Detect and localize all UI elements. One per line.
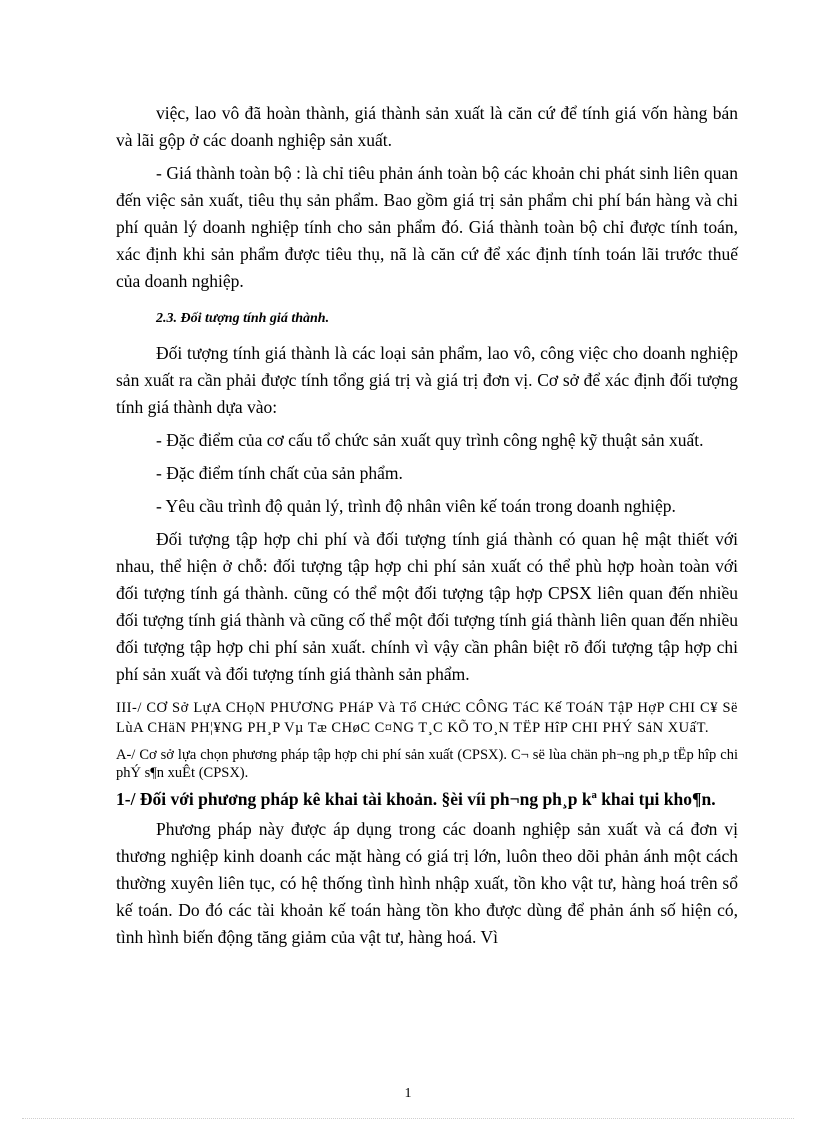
paragraph-continuation: việc, lao vô đã hoàn thành, giá thành sản xuất là căn cứ để tính giá vốn hàng bán và lãi gộp ở các doanh nghiệp sản xuất. bbox=[116, 103, 738, 150]
subheading-2-3: 2.3. Đối tượng tính giá thành. bbox=[156, 311, 330, 326]
section-heading-a: A-/ Cơ sở lựa chọn phương pháp tập hợp chi phí sản xuất (CPSX). C¬ së lùa chän ph¬ng ph¸p tËp hîp chi phÝ s¶n xuÊt (CPSX). bbox=[116, 747, 738, 781]
section-heading-iii: III-/ CƠ Sở LựA CHọN PHƯƠNG PHáP Và Tổ CHứC CÔNG TáC Kế TOáN TậP HợP CHI C¥ Së LùA CHäN PH¦¥NG PH¸P Vµ Tæ CHøC C¤NG T¸C KÕ TO¸N TËP HîP CHI PHÝ SảN XUấT. bbox=[116, 700, 738, 736]
bullet-item: - Đặc điểm tính chất của sản phẩm. bbox=[156, 463, 403, 483]
paragraph-relationship: Đối tượng tập hợp chi phí và đối tượng tính giá thành có quan hệ mật thiết với nhau, thể hiện ở chỗ: đối tượng tập hợp chi phí sản xuất có thể phù hợp hoàn toàn với đối tượng tính gá thành. cũng có thể một đối tượng tập hợp CPSX liên quan đến nhiều đối tượng tính giá thành và cũng cố thể một đối tượng tính giá thành liên quan đến nhiều đối tượng tập hợp chi phí sản xuất. chính vì vậy cần phân biệt rõ đối tượng tập hợp chi phí sản xuất và đối tượng tính giá thành sản phẩm. bbox=[116, 529, 738, 684]
bullet-item: - Yêu cầu trình độ quản lý, trình độ nhân viên kế toán trong doanh nghiệp. bbox=[156, 496, 676, 516]
page-content bbox=[116, 100, 738, 957]
paragraph-full-cost: - Giá thành toàn bộ : là chỉ tiêu phản ánh toàn bộ các khoản chi phát sinh liên quan đến việc sản xuất, tiêu thụ sản phẩm. Bao gồm giá trị sản phẩm chi phí bán hàng và chi phí quản lý doanh nghiệp tính cho sản phẩm đó. Giá thành toàn bộ chỉ được tính toán, xác định khi sản phẩm được tiêu thụ, nã là căn cứ để xác định tính toán lãi trước thuế của doanh nghiệp. bbox=[116, 163, 738, 291]
paragraph-costing-object: Đối tượng tính giá thành là các loại sản phẩm, lao vô, công việc cho doanh nghiệp sản xuất ra cần phải được tính tổng giá trị và giá trị đơn vị. Cơ sở để xác định đối tượng tính giá thành dựa vào: bbox=[116, 343, 738, 417]
page-boundary-divider bbox=[22, 1118, 794, 1119]
section-heading-1: 1-/ Đối với phương pháp kê khai tài khoản. §èi víi ph¬ng ph¸p kª khai tµi kho¶n. bbox=[116, 789, 716, 809]
bullet-item: - Đặc điểm của cơ cấu tổ chức sản xuất quy trình công nghệ kỹ thuật sản xuất. bbox=[156, 430, 704, 450]
page-number: 1 bbox=[404, 1086, 412, 1101]
paragraph-method: Phương pháp này được áp dụng trong các doanh nghiệp sản xuất và cá đơn vị thương nghiệp kinh doanh các mặt hàng có giá trị lớn, luôn theo dõi phản ánh một cách thường xuyên liên tục, có hệ thống tình hình nhập xuất, tồn kho vật tư, hàng hoá trên sổ kế toán. Do đó các tài khoản kế toán hàng tồn kho được dùng để phản ánh số hiện có, tình hình biến động tăng giảm của vật tư, hàng hoá. Vì bbox=[116, 819, 738, 947]
